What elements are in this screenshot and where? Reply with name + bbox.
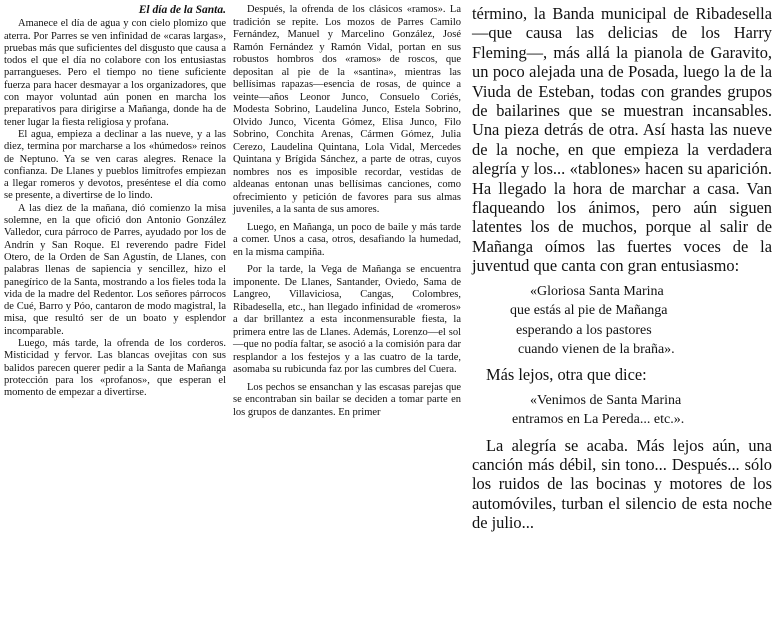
paragraph: Más lejos, otra que dice: [486, 365, 647, 385]
verse-line: entramos en La Pereda... etc.». [512, 412, 685, 428]
verse-line: cuando vienen de la braña». [518, 341, 675, 357]
paragraph: Amanece el día de agua y con cielo plomizo que aterra. Por Parres se ven infinidad de «caras largas», pruebas más que suficientes del disgusto que causa a todos el que el día no colabore con los entusiastas parrangueses. Pero el tiempo no tiene suficiente fuerza para hacer desmayar a los organizadores, que con mayor voluntad aún ponen en marcha los preparativos para dirigirse a Mañanga, donde ha de tener lugar la fiesta religiosa y profana. [4, 18, 226, 128]
verse-line: esperando a los pastores [516, 322, 652, 338]
column-2 [233, 4, 461, 424]
paragraph: Luego, más tarde, la ofrenda de los corderos. Misticidad y fervor. Las blancas ovejitas con sus balidos parecen querer pedir a la Santa de Mañanga protección para los «profanos», que esperan el momento de empezar a divertirse. [4, 338, 226, 399]
paragraph: Los pechos se ensanchan y las escasas parejas que se encontraban sin bailar se deciden a tomar parte en los grupos de danzantes. En primer [233, 381, 461, 418]
column-3 [472, 4, 772, 533]
verse-line: «Gloriosa Santa Marina [530, 283, 664, 299]
song-verse [472, 391, 772, 430]
article-title: El día de la Santa. [138, 4, 226, 16]
verse-line: que estás al pie de Mañanga [510, 303, 668, 319]
paragraph: Luego, en Mañanga, un poco de baile y más tarde a comer. Unos a casa, otros, desafiando la humedad, en la misma campiña. [233, 221, 461, 258]
paragraph: Por la tarde, la Vega de Mañanga se encuentra imponente. De Llanes, Santander, Oviedo, Sama de Langreo, Villaviciosa, Cangas, Colombres, Ribadesella, etc., han llegado infinidad de «romeros» a dar brillantez a esta inconmensurable fiesta, la primera entre las de Llanes. Además, Lorenzo—el sol—que no podía faltar, se asoció a la comisión para dar resplandor a los festejos y a las cuatro de la tarde, asomaba su rubicunda faz por las cumbres del Cuera. [233, 264, 461, 375]
paragraph: La alegría se acaba. Más lejos aún, una canción más débil, sin tono... Después... sólo los ruidos de las bocinas y motores de los automóviles, turban el silencio de esta noche de julio... [472, 435, 772, 533]
song-verse [472, 282, 772, 360]
paragraph: El agua, empieza a declinar a las nueve, y a las diez, termina por marcharse a los «húmedos» reinos de Neptuno. Ya se ven caras alegres. Renace la confianza. De Llanes y pueblos limítrofes empiezan a llegar romeros y devotos, preséntese el día como se presente, a divertirse de lo lindo. [4, 128, 226, 202]
paragraph: A las diez de la mañana, dió comienzo la misa solemne, en la que ofició don Antonio González Valledor, cura párroco de Parres, ayudado por los de Andrín y San Roque. El reverendo padre Fidel Otero, de la Orden de San Agustín, de Llanes, con palabras llenas de sapiencia y sencillez, hizo el panegírico de la Santa, mostrando a los fieles toda la vida de la madre del Redentor. Los señores párrocos de Cué, Barro y Póo, cantaron de modo magistral, la misa, que resultó ser de un boato y esplendor incomparable. [4, 202, 226, 337]
paragraph: término, la Banda municipal de Ribadesella—que causa las delicias de los Harry Fleming—, más allá la pianola de Garavito, un poco alejada una de Posada, luego la de la Viuda de Esteban, todas con grandes grupos de bailarines que se muestran incansables. Una pieza detrás de otra. Así hasta las nueve de la noche, en que empieza la verdadera alegría y los... «tablones» hacen su aparición. Ha llegado la hora de marchar a casa. Van flaqueando los ánimos, pero aún siguen latentes los de muchos, porque al salir de Mañanga oímos las fuertes voces de la juventud que canta con gran entusiasmo: [472, 4, 772, 276]
verse-line: «Venimos de Santa Marina [530, 392, 682, 408]
column-1 [4, 4, 226, 400]
paragraph: Después, la ofrenda de los clásicos «ramos». La tradición se repite. Los mozos de Parres Camilo Fernández, Manuel y Marcelino González, José Ramón Fernández y Ramón Vidal, portan en sus robustos hombros dos «ramos» de roscos, que depositan al pie de la «santina», mientras las bellísimas rapazas—esencia de rosas, de quince a veinte—años Leonor Junco, Consuelo Coriés, Modesta Sobrino, Laudelina Junco, Estela Sobrino, Olvido Junco, Vicenta Gómez, Elisa Junco, Filo Sobrino, Conchita Arenas, Cármen Gómez, Julia Cerezo, Laudelina Quintana, Lola Vidal, Mercedes Quintana y Brígida Sánchez, a parte de otras, cuyos nombres nos es imposible recordar, vestidas de aldeanas entonan unas bellísimas canciones, como ofrecimiento y petición de favores para sus almas juveniles, a la santa de sus amores. [233, 4, 461, 215]
